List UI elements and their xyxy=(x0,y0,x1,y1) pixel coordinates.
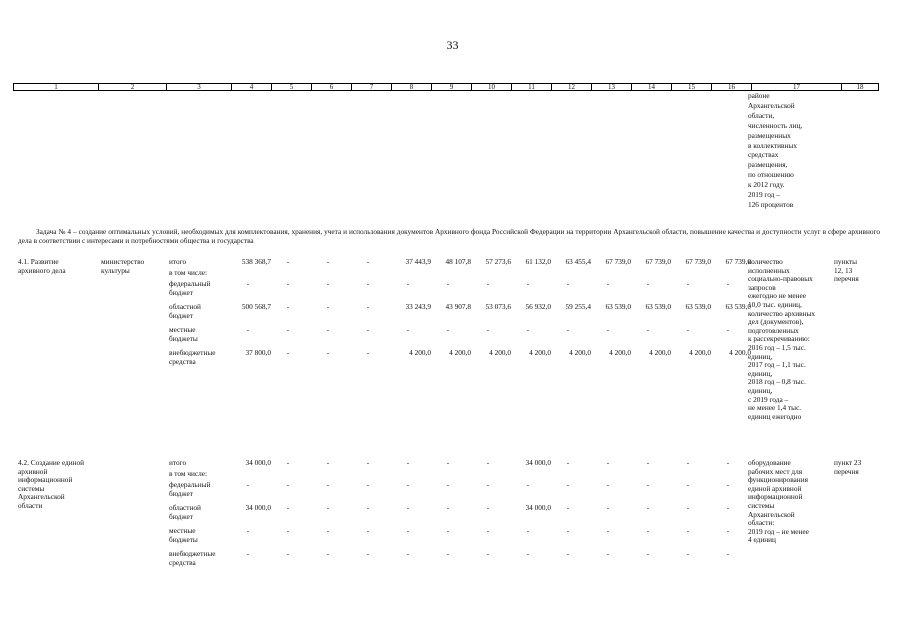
funding-value: 43 907,8 xyxy=(445,302,471,311)
funding-value: - xyxy=(366,325,370,334)
funding-value: 34 000,0 xyxy=(245,458,271,467)
funding-value: - xyxy=(606,279,610,288)
funding-value: - xyxy=(446,503,450,512)
measure-name: архивного дела xyxy=(18,265,66,275)
funding-source-label: средства xyxy=(169,557,196,567)
funding-value: - xyxy=(686,526,690,535)
funding-value: - xyxy=(366,503,370,512)
indicator-line: к рассекречиванию: xyxy=(748,334,810,344)
funding-source-label: бюджет xyxy=(169,511,193,521)
funding-value: - xyxy=(286,549,290,558)
funding-source-label: в том числе: xyxy=(169,469,208,478)
funding-value: - xyxy=(486,503,490,512)
indicator-line: 2019 год – не менее xyxy=(748,526,809,536)
header-cell: 15 xyxy=(672,84,712,91)
funding-value: - xyxy=(526,526,530,535)
funding-value: - xyxy=(686,549,690,558)
funding-value: - xyxy=(566,503,570,512)
indicator-line: области, xyxy=(748,110,775,120)
indicator-line: информационной xyxy=(748,492,803,502)
funding-source-label: бюджеты xyxy=(169,333,198,343)
funding-source-label: бюджет xyxy=(169,488,193,498)
funding-value: - xyxy=(366,458,370,467)
funding-value: - xyxy=(566,279,570,288)
funding-value: 63 539,0 xyxy=(605,302,631,311)
header-cell: 9 xyxy=(432,84,472,91)
funding-value: - xyxy=(646,526,650,535)
funding-value: - xyxy=(286,480,290,489)
funding-value: - xyxy=(406,549,410,558)
funding-value: - xyxy=(286,302,290,311)
funding-value: - xyxy=(606,503,610,512)
header-cell: 16 xyxy=(712,84,752,91)
funding-value: - xyxy=(446,458,450,467)
header-cell: 7 xyxy=(352,84,392,91)
funding-value: 538 368,7 xyxy=(241,257,271,266)
funding-value: - xyxy=(286,458,290,467)
indicator-line: не менее 1,4 тыс. xyxy=(748,403,802,413)
funding-value: - xyxy=(566,480,570,489)
funding-value: - xyxy=(686,458,690,467)
funding-value: - xyxy=(246,526,250,535)
funding-value: 57 273,6 xyxy=(485,257,511,266)
funding-value: - xyxy=(406,325,410,334)
header-cell: 6 xyxy=(312,84,352,91)
funding-value: - xyxy=(726,503,730,512)
indicator-line: 2019 год – xyxy=(748,190,780,199)
funding-value: 33 243,9 xyxy=(405,302,431,311)
funding-source-label: внебюджетные xyxy=(169,549,216,558)
page-number: 33 xyxy=(446,38,459,52)
funding-value: 4 200,0 xyxy=(409,348,431,357)
indicator-line: функционирования xyxy=(748,475,808,485)
funding-value: - xyxy=(606,458,610,467)
funding-value: - xyxy=(246,549,250,558)
funding-value: - xyxy=(646,503,650,512)
funding-value: - xyxy=(326,257,330,266)
funding-value: 4 200,0 xyxy=(529,348,551,357)
funding-source-label: бюджет xyxy=(169,310,193,320)
header-cell: 2 xyxy=(99,84,167,91)
funding-source-label: бюджет xyxy=(169,287,193,297)
indicator-line: единиц ежегодно xyxy=(748,411,802,421)
funding-value: - xyxy=(726,480,730,489)
funding-value: - xyxy=(246,279,250,288)
indicator-line: ежегодно не менее xyxy=(748,291,806,301)
indicator-line: количество архивных xyxy=(748,308,816,318)
funding-value: - xyxy=(366,480,370,489)
funding-source-label: федеральный xyxy=(169,279,211,288)
indicator-line: размещения, xyxy=(748,160,788,170)
indicator-line: с 2019 года – xyxy=(748,394,789,404)
indicator-line: по отношению xyxy=(748,170,794,180)
funding-value: - xyxy=(326,549,330,558)
funding-value: 48 107,8 xyxy=(445,257,471,266)
funding-value: - xyxy=(286,526,290,535)
funding-value: - xyxy=(366,348,370,357)
funding-value: - xyxy=(286,503,290,512)
funding-value: - xyxy=(326,279,330,288)
funding-value: - xyxy=(326,348,330,357)
reference-line: перечня xyxy=(834,274,859,284)
funding-value: 4 200,0 xyxy=(489,348,511,357)
funding-value: 61 132,0 xyxy=(525,257,551,266)
funding-value: 67 739,0 xyxy=(685,257,711,266)
funding-value: - xyxy=(646,480,650,489)
funding-source-label: внебюджетные xyxy=(169,348,216,357)
indicator-line: Архангельской xyxy=(748,509,795,519)
funding-value: - xyxy=(726,458,730,467)
funding-source-label: средства xyxy=(169,356,196,366)
indicator-line: социально-правовых xyxy=(748,274,813,284)
indicator-line: подготовленных xyxy=(748,325,799,335)
indicator-line: 2016 год – 1,5 тыс. xyxy=(748,343,806,352)
indicator-line: в коллективных xyxy=(748,140,797,150)
funding-value: 63 539,0 xyxy=(725,302,751,311)
measure-name: системы xyxy=(18,483,45,493)
indicator-line: рабочих мест для xyxy=(748,466,803,476)
funding-value: - xyxy=(246,325,250,334)
funding-value: 34 000,0 xyxy=(525,503,551,512)
funding-value: - xyxy=(486,325,490,334)
funding-value: - xyxy=(446,325,450,334)
funding-value: 37 800,0 xyxy=(245,348,271,357)
funding-value: - xyxy=(686,325,690,334)
funding-value: - xyxy=(486,526,490,535)
funding-source-label: итого xyxy=(169,257,187,266)
funding-value: 4 200,0 xyxy=(609,348,631,357)
funding-value: - xyxy=(326,458,330,467)
indicator-line: районе xyxy=(748,91,770,100)
funding-value: - xyxy=(686,279,690,288)
funding-value: - xyxy=(446,526,450,535)
funding-value: - xyxy=(686,480,690,489)
funding-value: 500 568,7 xyxy=(241,302,271,311)
header-cell: 18 xyxy=(842,84,879,91)
funding-value: - xyxy=(486,279,490,288)
indicator-line: оборудование xyxy=(748,458,791,467)
funding-value: 59 255,4 xyxy=(565,302,591,311)
indicator-line: 4 единиц xyxy=(748,535,776,545)
funding-value: - xyxy=(566,458,570,467)
funding-source-label: бюджеты xyxy=(169,534,198,544)
indicator-line: средствах xyxy=(748,150,779,160)
funding-value: - xyxy=(326,302,330,311)
funding-value: - xyxy=(486,549,490,558)
indicator-line: размещенных xyxy=(748,130,791,140)
funding-value: - xyxy=(406,480,410,489)
funding-value: 67 739,0 xyxy=(605,257,631,266)
indicator-line: единиц, xyxy=(748,368,773,378)
funding-value: - xyxy=(726,325,730,334)
funding-value: 34 000,0 xyxy=(245,503,271,512)
funding-value: - xyxy=(526,325,530,334)
reference-line: пункты xyxy=(834,257,857,266)
funding-value: - xyxy=(446,279,450,288)
funding-source-label: областной xyxy=(169,503,201,512)
funding-value: - xyxy=(446,549,450,558)
funding-value: 67 739,0 xyxy=(725,257,751,266)
funding-value: - xyxy=(366,257,370,266)
funding-source-label: местные xyxy=(169,325,196,334)
funding-value: - xyxy=(526,480,530,489)
indicator-line: количество xyxy=(748,257,783,266)
funding-value: 56 932,0 xyxy=(525,302,551,311)
funding-value: - xyxy=(326,526,330,535)
funding-value: - xyxy=(606,480,610,489)
indicator-line: запросов xyxy=(748,282,776,292)
executor-name: культуры xyxy=(101,265,130,275)
indicator-line: 10,0 тыс. единиц, xyxy=(748,300,802,309)
indicator-line: единиц, xyxy=(748,351,773,361)
task-heading: Задача № 4 – создание оптимальных условий, необходимых для комплектования, хранения, учета и использования документов Архивного фонда Российской Федерации на территории Архангельской области, повышение качества и доступности услуг в сфере архивного дела в соответствии с интересами и потребностями общества и государства xyxy=(18,227,880,245)
funding-value: - xyxy=(566,526,570,535)
header-cell: 10 xyxy=(472,84,512,91)
header-cell: 12 xyxy=(552,84,592,91)
funding-value: - xyxy=(726,526,730,535)
funding-value: - xyxy=(566,325,570,334)
funding-value: 53 073,6 xyxy=(485,302,511,311)
reference-line: пункт 23 xyxy=(834,458,862,467)
column-number-header xyxy=(13,83,879,91)
indicator-line: исполненных xyxy=(748,265,790,275)
indicator-line: единой архивной xyxy=(748,483,802,493)
header-cell: 5 xyxy=(272,84,312,91)
funding-value: 4 200,0 xyxy=(689,348,711,357)
funding-value: - xyxy=(326,325,330,334)
measure-name: 4.1. Развитие xyxy=(18,257,59,266)
funding-source-label: местные xyxy=(169,526,196,535)
funding-source-label: в том числе: xyxy=(169,268,208,277)
funding-value: - xyxy=(646,458,650,467)
funding-source-label: итого xyxy=(169,458,187,467)
measure-name: 4.2. Создание единой xyxy=(18,458,85,467)
header-cell: 14 xyxy=(632,84,672,91)
funding-value: - xyxy=(606,549,610,558)
funding-value: 4 200,0 xyxy=(449,348,471,357)
funding-value: 63 539,0 xyxy=(645,302,671,311)
funding-value: - xyxy=(326,503,330,512)
measure-name: Архангельской xyxy=(18,492,65,502)
indicator-line: дел (документов), xyxy=(748,317,804,327)
funding-value: - xyxy=(446,480,450,489)
funding-value: - xyxy=(326,480,330,489)
funding-value: 37 443,9 xyxy=(405,257,431,266)
indicator-line: 2018 год – 0,8 тыс. xyxy=(748,377,806,387)
funding-value: - xyxy=(646,279,650,288)
indicator-line: системы xyxy=(748,501,775,510)
funding-value: - xyxy=(286,257,290,266)
header-cell: 8 xyxy=(392,84,432,91)
funding-value: 4 200,0 xyxy=(649,348,671,357)
funding-value: 67 739,0 xyxy=(645,257,671,266)
header-cell: 11 xyxy=(512,84,552,91)
indicator-line: 2017 год – 1,1 тыс. xyxy=(748,360,806,370)
funding-value: - xyxy=(726,549,730,558)
executor-name: министерство xyxy=(101,257,145,266)
funding-value: - xyxy=(366,526,370,535)
funding-value: - xyxy=(646,549,650,558)
header-cell: 4 xyxy=(232,84,272,91)
measure-name: области xyxy=(18,501,43,510)
funding-value: - xyxy=(406,503,410,512)
funding-value: 63 455,4 xyxy=(565,257,591,266)
funding-value: 4 200,0 xyxy=(569,348,591,357)
funding-value: - xyxy=(646,325,650,334)
indicator-line: численность лиц, xyxy=(748,120,803,130)
funding-value: - xyxy=(606,325,610,334)
funding-value: - xyxy=(406,526,410,535)
funding-value: 4 200,0 xyxy=(729,348,751,357)
funding-value: - xyxy=(686,503,690,512)
funding-value: 63 539,0 xyxy=(685,302,711,311)
funding-value: - xyxy=(286,279,290,288)
funding-value: - xyxy=(406,458,410,467)
indicator-line: Архангельской xyxy=(748,100,795,110)
indicator-line: 126 процентов xyxy=(748,199,794,209)
funding-value: - xyxy=(406,279,410,288)
funding-value: - xyxy=(486,480,490,489)
funding-value: - xyxy=(366,302,370,311)
funding-source-label: федеральный xyxy=(169,480,211,489)
funding-value: - xyxy=(566,549,570,558)
funding-value: - xyxy=(486,458,490,467)
indicator-line: к 2012 году. xyxy=(748,180,785,190)
funding-value: - xyxy=(526,279,530,288)
funding-value: - xyxy=(246,480,250,489)
funding-value: - xyxy=(286,348,290,357)
reference-line: перечня xyxy=(834,466,859,476)
funding-value: 34 000,0 xyxy=(525,458,551,467)
funding-value: - xyxy=(366,549,370,558)
reference-line: 12, 13 xyxy=(834,265,853,275)
header-cell: 13 xyxy=(592,84,632,91)
header-cell: 17 xyxy=(752,84,842,91)
funding-value: - xyxy=(526,549,530,558)
indicator-line: единиц, xyxy=(748,386,773,395)
funding-value: - xyxy=(726,279,730,288)
indicator-line: области: xyxy=(748,518,775,528)
header-cell: 3 xyxy=(167,84,232,91)
measure-name: архивной xyxy=(18,466,48,476)
funding-source-label: областной xyxy=(169,302,201,311)
funding-value: - xyxy=(286,325,290,334)
measure-name: информационной xyxy=(18,475,73,485)
header-cell: 1 xyxy=(14,84,99,91)
funding-value: - xyxy=(606,526,610,535)
funding-value: - xyxy=(366,279,370,288)
